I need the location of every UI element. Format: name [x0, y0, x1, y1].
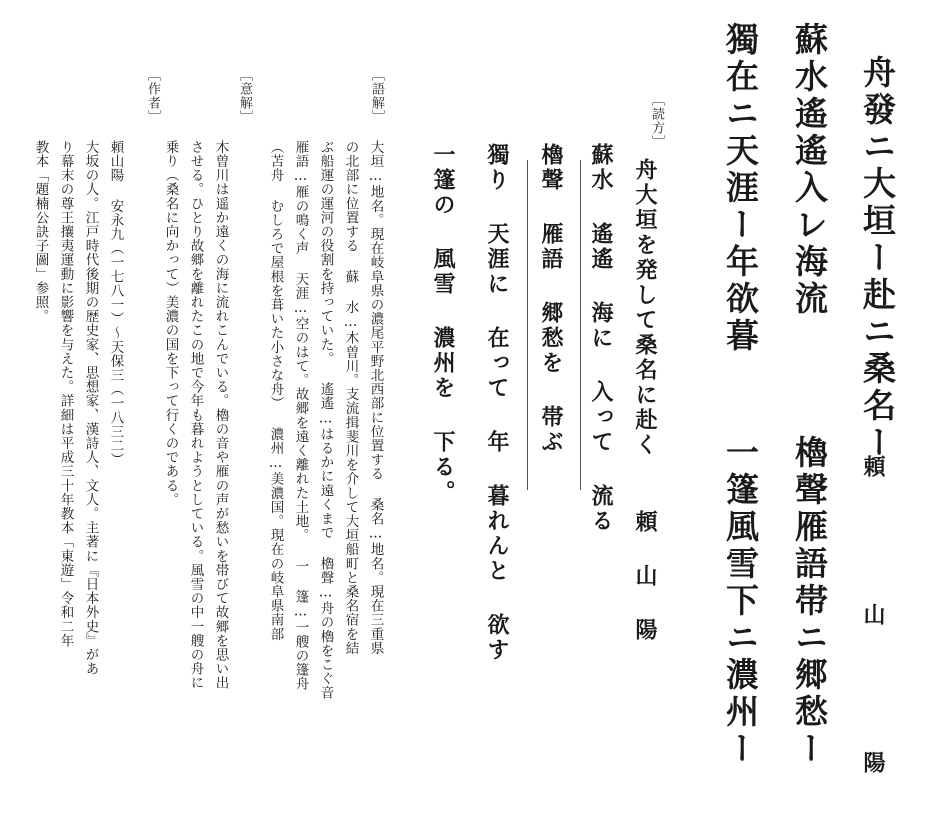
author-info-line-3: り幕末の尊王攘夷運動に影響を与えた。詳細は平成三十年教本「東遊」令和二年: [57, 140, 74, 648]
reading-line-3: 獨り 天涯に 在って 年 暮れんと 欲す: [484, 143, 510, 663]
reading-title: 舟大垣を発して桑名に赴く: [632, 158, 658, 458]
poem-line-1: 蘇水遙遙入レ海流: [790, 22, 829, 318]
glossary-line-4: 雁語…雁の鳴く声 天涯…空のはて。故郷を遠く離れた土地。 一 篷…一艘の篷舟: [292, 140, 309, 691]
meaning-line-3: 乗り（桑名に向かって）美濃の国を下って行くのである。: [162, 140, 179, 507]
reading-label: ［読方］: [649, 93, 664, 149]
glossary-label: ［語解］: [369, 68, 384, 124]
poem-author: 頼 山 陽: [860, 455, 886, 823]
reading-rule: [527, 160, 528, 490]
poem-line-4: 一篷風雪下ニ濃州ー: [721, 435, 760, 768]
poem-line-2: 獨在ニ天涯ー年欲暮: [721, 22, 760, 355]
author-info-label: ［作者］: [145, 68, 160, 124]
reading-line-2: 櫓聲 雁語 郷愁を 帯ぶ: [538, 143, 564, 455]
reading-line-4: 一篷の 風雪 濃州を 下る。: [430, 143, 456, 505]
reading-author: 頼 山 陽: [632, 510, 658, 643]
meaning-label: ［意解］: [237, 68, 252, 124]
reading-line-1: 蘇水 遙遙 海に 入って 流る: [588, 143, 614, 534]
glossary-line-2: の北部に位置する 蘇 水…木曽川。支流揖斐川を介して大垣船町と桑名宿を結: [342, 140, 359, 656]
poem-line-3: 櫓聲雁語帯ニ郷愁ー: [790, 435, 829, 768]
author-info-line-1: 頼山陽 安永九（一七八一）〜天保三（一八三二）: [107, 140, 124, 467]
glossary-line-3: ぶ船運の運河の役割を持っていた。 遙遙…はるかに遠くまで 櫓聲…舟の櫓をこぐ音: [317, 140, 334, 700]
glossary-line-1: 大垣…地名。現在岐阜県の濃尾平野北西部に位置する 桑名…地名。現在三重県: [367, 140, 384, 656]
author-info-line-2: 大坂の人。江戸時代後期の歴史家、思想家、漢詩人、文人。主著に『日本外史』があ: [82, 140, 99, 676]
reading-rule: [580, 160, 581, 490]
meaning-line-1: 木曽川は遥か遠くの海に流れこんでいる。櫓の音や雁の声が愁いを帯びて故郷を思い出: [212, 140, 229, 690]
glossary-line-5: （苫舟 むしろで屋根を葺いた小さな舟） 濃州…美濃国。現在の岐阜県南部: [267, 140, 284, 641]
author-info-line-4: 教本「題楠公訣子圖」参照。: [32, 140, 49, 324]
meaning-line-2: させる。ひとり故郷を離れたこの地で今年も暮れようとしている。風雪の中一艘の舟に: [187, 140, 204, 690]
poem-title: 舟發ニ大垣ー赴ニ桑名ー: [858, 55, 897, 462]
